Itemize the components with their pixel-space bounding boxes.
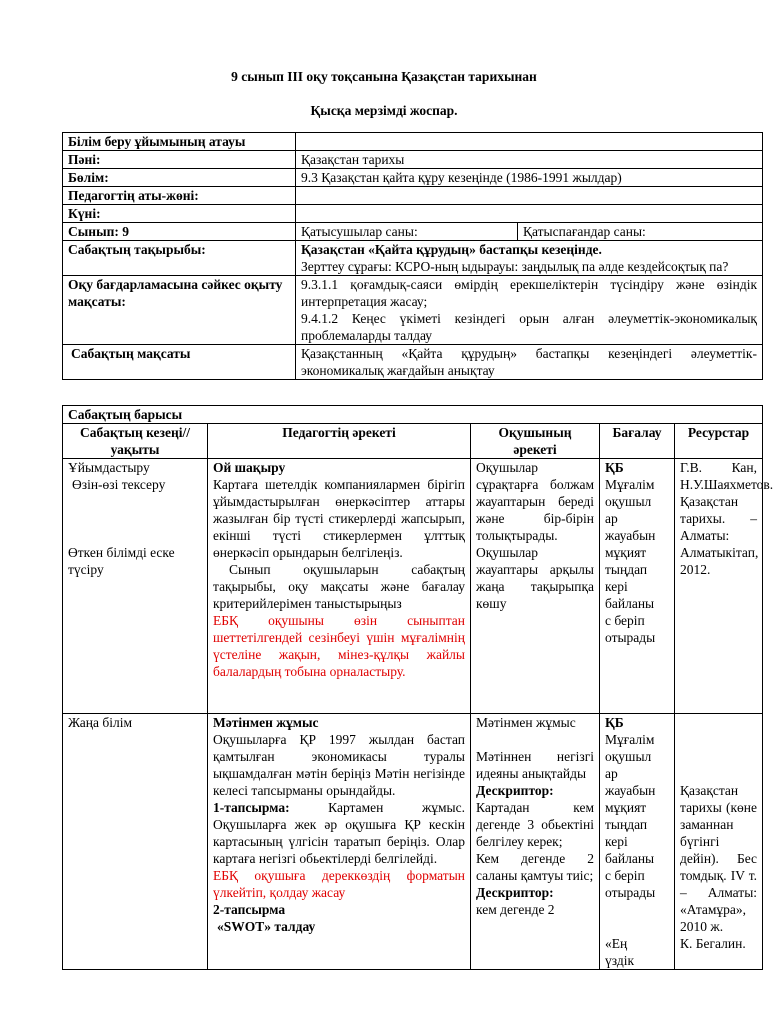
teacher-activity-cell	[208, 714, 471, 970]
assessment-line: кері	[605, 579, 628, 594]
column-header-assessment: Бағалау	[600, 424, 675, 459]
column-header-student: Оқушының әрекеті	[471, 424, 600, 459]
descriptor-label: Дескриптор:	[476, 885, 554, 900]
section-label: Бөлім:	[63, 169, 296, 187]
assessment-line: кері	[605, 834, 628, 849]
date-value	[296, 205, 763, 223]
teacher-activity-note: ЕБҚ оқушыны өзін сыныптан шеттетілгендей сезінбеуі үшін мұғалімнің үстеліне жақын, мінез-құлқы жайлы балалардың тобына орналастыру.	[213, 613, 465, 679]
topic-value: Қазақстан «Қайта құрудың» бастапқы кезеңінде.	[301, 242, 602, 257]
stage-organization: Ұйымдастыру	[68, 460, 150, 475]
task-2-title: «SWOT» талдау	[217, 919, 316, 934]
aim-label: Сабақтың мақсаты	[63, 345, 296, 380]
stage-self-check: Өзін-өзі тексеру	[72, 477, 166, 492]
student-activity-text: Оқушылар жауаптары арқылы жаңа тақырыпқа көшу	[476, 545, 594, 611]
assessment-cell	[600, 714, 675, 970]
page-title: 9 сынып ІІІ оқу тоқсанына Қазақстан тарихынан	[231, 69, 537, 84]
table-row	[63, 187, 763, 205]
task-1-text: Картамен жұмыс. Оқушыларға жек әр оқушыға ҚР кескін картасының үлгісін таратып беріңіз. Олар картаға негізгі обьектілерді белгілейді.	[213, 800, 465, 866]
assessment-title: ҚБ	[605, 460, 624, 475]
descriptor-label: Дескриптор:	[476, 783, 554, 798]
present-count: Қатысушылар саны:	[296, 223, 518, 241]
assessment-line: Мұғалім	[605, 732, 655, 747]
grade-label: Сынып: 9	[63, 223, 296, 241]
assessment-line: мұқият	[605, 800, 647, 815]
table-row	[63, 205, 763, 223]
resource-text: Қазақстан тарихы (көне заманнан бүгінгі дейін). Бес томдық. IV т. – Алматы: «Атамұра», 2010 ж.	[680, 783, 758, 934]
objectives-cell	[296, 276, 763, 345]
assessment-line: тыңдап	[605, 817, 648, 832]
resource-cell	[675, 714, 763, 970]
teacher-activity-text: Сынып оқушыларын сабақтың тақырыбы, оқу мақсаты және бағалау критерийлерімен таныстырыңыз	[213, 562, 465, 611]
student-activity-text: Мәтінмен жұмыс	[476, 715, 576, 730]
table-row	[63, 345, 763, 380]
teacher-value	[296, 187, 763, 205]
column-header-resources: Ресурстар	[675, 424, 763, 459]
assessment-line: үздік	[605, 953, 635, 968]
assessment-line: тыңдап	[605, 562, 648, 577]
assessment-line: «Ең	[605, 936, 628, 951]
resource-text: К. Бегалин.	[680, 936, 746, 951]
table-row	[63, 223, 763, 241]
assessment-line: ар	[605, 766, 618, 781]
assessment-line: мұқият	[605, 545, 647, 560]
student-activity-cell	[471, 459, 600, 714]
objective-2: 9.4.1.2 Кеңес үкіметі кезіндегі орын алған әлеуметтік-экономикалық проблемаларды талдау	[301, 311, 757, 343]
assessment-line: с беріп	[605, 868, 645, 883]
date-label: Күні:	[63, 205, 296, 223]
assessment-line: оқушыл	[605, 494, 652, 509]
course-table	[62, 405, 773, 970]
assessment-line: с беріп	[605, 613, 645, 628]
resource-cell: Г.В. Кан, Н.У.Шаяхметов. Қазақстан тарихы. – Алматы: Алматыкітап, 2012.	[675, 459, 763, 714]
subject-label: Пәні:	[63, 151, 296, 169]
assessment-line: жауабын	[605, 528, 656, 543]
assessment-line: ар	[605, 511, 618, 526]
table-row	[63, 276, 763, 345]
student-activity-text: Картадан кем дегенде 3 обьектіні белгілеу керек;	[476, 800, 594, 849]
table-row	[63, 169, 763, 187]
topic-label: Сабақтың тақырыбы:	[63, 241, 296, 276]
table-row	[63, 241, 763, 276]
student-activity-text: Мәтіннен негізгі идеяны анықтайды	[476, 749, 594, 781]
assessment-line: оқушыл	[605, 749, 652, 764]
table-row	[63, 133, 763, 151]
progress-label: Сабақтың барысы	[63, 406, 763, 424]
assessment-cell	[600, 459, 675, 714]
topic-question: Зерттеу сұрағы: КСРО-ның ыдырауы: заңдылық па әлде кездейсоқтық па?	[301, 259, 729, 274]
objective-1: 9.3.1.1 қоғамдық-саяси өмірдің ерекшеліктерін түсіндіру және өзіндік интерпретация жасау;	[301, 277, 757, 309]
assessment-line: жауабын	[605, 783, 656, 798]
table-row	[63, 459, 763, 714]
absent-count: Қатыспағандар саны:	[518, 223, 763, 241]
table-row	[63, 406, 763, 424]
objectives-label: Оқу бағдарламасына сәйкес оқыту мақсаты:	[63, 276, 296, 345]
column-header-stage: Сабақтың кезеңі//уақыты	[63, 424, 208, 459]
stage-cell: Жаңа білім	[63, 714, 208, 970]
table-row	[63, 714, 763, 970]
section-value: 9.3 Қазақстан қайта құру кезеңінде (1986-1991 жылдар)	[296, 169, 763, 187]
student-activity-cell	[471, 714, 600, 970]
aim-value: Қазақстанның «Қайта құрудың» бастапқы кезеңіндегі әлеуметтік-экономикалық жағдайын анықтау	[296, 345, 763, 380]
stage-recall: Өткен білімді еске түсіру	[68, 545, 175, 577]
subject-value: Қазақстан тарихы	[296, 151, 763, 169]
assessment-line: байланы	[605, 851, 655, 866]
org-label: Білім беру ұйымының атауы	[63, 133, 296, 151]
topic-cell	[296, 241, 763, 276]
table-header-row	[63, 424, 763, 459]
info-table	[62, 132, 763, 380]
column-header-teacher: Педагогтің әрекеті	[208, 424, 471, 459]
assessment-title: ҚБ	[605, 715, 624, 730]
teacher-activity-text: Оқушыларға ҚР 1997 жылдан бастап қамтылған экономикасы туралы ықшамдалған мәтін беріңіз Мәтін негізінде келесі тапсырманы орындайды.	[213, 732, 465, 798]
task-2-label: 2-тапсырма	[213, 902, 286, 917]
teacher-activity-note: ЕБҚ оқушыға дереккөздің форматын үлкейтіп, қолдау жасау	[213, 868, 465, 900]
teacher-activity-cell	[208, 459, 471, 714]
org-value	[296, 133, 763, 151]
student-activity-text: Оқушылар сұрақтарға болжам жауаптарын береді және бір-бірін толықтырады.	[476, 460, 594, 543]
teacher-activity-text: Картаға шетелдік компаниялармен бірігіп ұйымдастырылған өнеркәсіптер аттары жазылған бір түсті стикерлерді жапсырып, екінші түсті стикерлермен ұлттық өнеркәсіп орындарын белгілеңіз.	[213, 477, 465, 560]
teacher-label: Педагогтің аты-жөні:	[63, 187, 296, 205]
page-subtitle: Қысқа мерзімді жоспар.	[310, 103, 458, 118]
assessment-line: байланы	[605, 596, 655, 611]
assessment-line: отырады	[605, 630, 656, 645]
table-row	[63, 151, 763, 169]
student-activity-text: Кем дегенде 2 саланы қамтуы тиіс;	[476, 851, 594, 883]
teacher-activity-title: Ой шақыру	[213, 460, 286, 475]
teacher-activity-title: Мәтінмен жұмыс	[213, 715, 319, 730]
student-activity-text: кем дегенде 2	[476, 902, 555, 917]
task-1-label: 1-тапсырма:	[213, 800, 290, 815]
stage-cell	[63, 459, 208, 714]
task-1	[213, 799, 465, 867]
assessment-line: Мұғалім	[605, 477, 655, 492]
assessment-line: отырады	[605, 885, 656, 900]
